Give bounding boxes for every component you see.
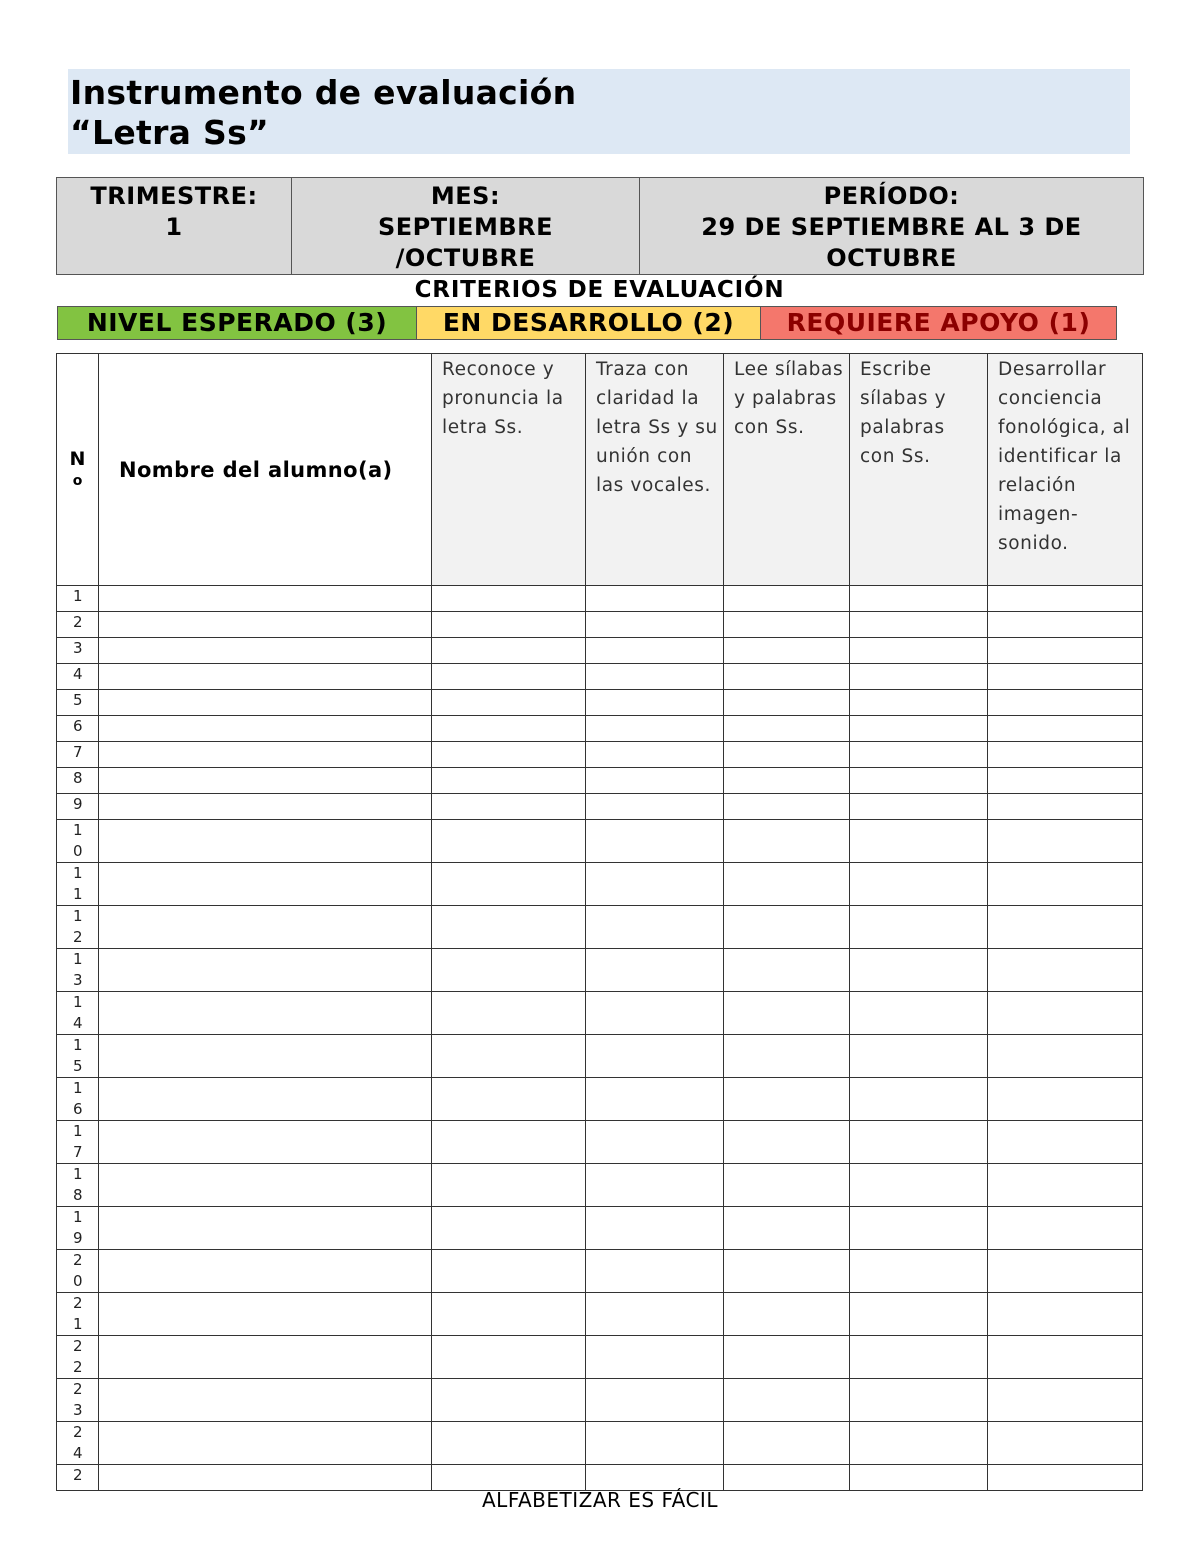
- score-cell[interactable]: [432, 664, 586, 690]
- criterion-header-2: Traza con claridad la letra Ss y su unión con las vocales.: [586, 354, 724, 586]
- student-name-cell[interactable]: [99, 716, 432, 742]
- student-name-cell[interactable]: [99, 612, 432, 638]
- student-name-cell[interactable]: [99, 1336, 432, 1379]
- row-number: 1 3: [57, 949, 99, 992]
- score-cell[interactable]: [586, 1164, 724, 1207]
- score-cell[interactable]: [586, 1250, 724, 1293]
- trimestre-cell: [57, 178, 292, 275]
- score-cell[interactable]: [432, 768, 586, 794]
- score-cell[interactable]: [724, 1121, 850, 1164]
- table-row: [57, 664, 1143, 690]
- row-number: 2 2: [57, 1336, 99, 1379]
- score-cell[interactable]: [724, 1035, 850, 1078]
- score-cell[interactable]: [586, 742, 724, 768]
- row-number: 1 9: [57, 1207, 99, 1250]
- periodo-label: PERÍODO:: [823, 182, 960, 210]
- score-cell[interactable]: [988, 1250, 1143, 1293]
- student-name-cell[interactable]: [99, 863, 432, 906]
- table-row: [57, 586, 1143, 612]
- score-cell[interactable]: [432, 1164, 586, 1207]
- score-cell[interactable]: [988, 820, 1143, 863]
- score-cell[interactable]: [432, 949, 586, 992]
- score-cell[interactable]: [432, 1207, 586, 1250]
- score-cell[interactable]: [586, 1121, 724, 1164]
- row-number: 3: [57, 638, 99, 664]
- score-cell[interactable]: [850, 1164, 988, 1207]
- score-cell[interactable]: [988, 863, 1143, 906]
- score-cell[interactable]: [850, 612, 988, 638]
- table-row: [57, 742, 1143, 768]
- score-cell[interactable]: [586, 906, 724, 949]
- number-header: [57, 354, 99, 586]
- student-name-cell[interactable]: [99, 1250, 432, 1293]
- score-cell[interactable]: [586, 1293, 724, 1336]
- score-cell[interactable]: [432, 1422, 586, 1465]
- score-cell[interactable]: [988, 1164, 1143, 1207]
- score-cell[interactable]: [850, 1293, 988, 1336]
- level-esperado: NIVEL ESPERADO (3): [58, 307, 417, 339]
- trimestre-value: 1: [165, 213, 183, 241]
- score-cell[interactable]: [586, 1078, 724, 1121]
- score-cell[interactable]: [850, 906, 988, 949]
- student-name-cell[interactable]: [99, 1379, 432, 1422]
- score-cell[interactable]: [850, 794, 988, 820]
- student-name-cell[interactable]: [99, 1035, 432, 1078]
- score-cell[interactable]: [586, 612, 724, 638]
- score-cell[interactable]: [586, 1379, 724, 1422]
- row-number: 1 5: [57, 1035, 99, 1078]
- score-cell[interactable]: [432, 586, 586, 612]
- table-row: [57, 1250, 1143, 1293]
- criterion-header-5: Desarrollar conciencia fonológica, al identificar la relación imagen-sonido.: [988, 354, 1143, 586]
- score-cell[interactable]: [432, 906, 586, 949]
- score-cell[interactable]: [850, 1078, 988, 1121]
- score-cell[interactable]: [850, 949, 988, 992]
- row-number: 2 0: [57, 1250, 99, 1293]
- score-cell[interactable]: [724, 1293, 850, 1336]
- table-row: [57, 1078, 1143, 1121]
- score-cell[interactable]: [724, 638, 850, 664]
- table-row: [57, 768, 1143, 794]
- score-cell[interactable]: [850, 742, 988, 768]
- row-number: 1 2: [57, 906, 99, 949]
- student-name-cell[interactable]: [99, 742, 432, 768]
- score-cell[interactable]: [586, 863, 724, 906]
- score-cell[interactable]: [586, 794, 724, 820]
- row-number: 1 8: [57, 1164, 99, 1207]
- criterion-header-3: Lee sílabas y palabras con Ss.: [724, 354, 850, 586]
- score-cell[interactable]: [586, 949, 724, 992]
- score-cell[interactable]: [432, 690, 586, 716]
- score-cell[interactable]: [586, 768, 724, 794]
- score-cell[interactable]: [988, 992, 1143, 1035]
- score-cell[interactable]: [850, 992, 988, 1035]
- score-cell[interactable]: [586, 664, 724, 690]
- row-number: 1: [57, 586, 99, 612]
- table-row: [57, 1207, 1143, 1250]
- header-info-table: [56, 177, 1144, 275]
- score-cell[interactable]: [724, 1250, 850, 1293]
- row-number: 2 1: [57, 1293, 99, 1336]
- title-box: [68, 69, 1130, 154]
- score-cell[interactable]: [724, 768, 850, 794]
- score-cell[interactable]: [586, 1207, 724, 1250]
- score-cell[interactable]: [850, 638, 988, 664]
- score-cell[interactable]: [432, 863, 586, 906]
- periodo-value-2: OCTUBRE: [826, 244, 957, 272]
- level-en-desarrollo: EN DESARROLLO (2): [417, 307, 761, 339]
- row-number: 2: [57, 1465, 99, 1491]
- table-row: [57, 1422, 1143, 1465]
- mes-value-2: /OCTUBRE: [395, 244, 536, 272]
- score-cell[interactable]: [988, 664, 1143, 690]
- table-row: [57, 1379, 1143, 1422]
- periodo-cell: [640, 178, 1144, 275]
- table-row: [57, 716, 1143, 742]
- row-number: 1 1: [57, 863, 99, 906]
- level-requiere-apoyo: REQUIERE APOYO (1): [761, 307, 1116, 339]
- score-cell[interactable]: [586, 1336, 724, 1379]
- score-cell[interactable]: [724, 1379, 850, 1422]
- mes-value-1: SEPTIEMBRE: [377, 213, 553, 241]
- student-name-cell[interactable]: [99, 794, 432, 820]
- criterion-header-1: Reconoce y pronuncia la letra Ss.: [432, 354, 586, 586]
- table-row: [57, 906, 1143, 949]
- table-row: [57, 863, 1143, 906]
- score-cell[interactable]: [850, 1336, 988, 1379]
- score-cell[interactable]: [724, 1164, 850, 1207]
- score-cell[interactable]: [724, 612, 850, 638]
- score-cell[interactable]: [988, 1336, 1143, 1379]
- score-cell[interactable]: [988, 1121, 1143, 1164]
- row-number: 2 3: [57, 1379, 99, 1422]
- score-cell[interactable]: [586, 992, 724, 1035]
- table-row: [57, 949, 1143, 992]
- row-number: 5: [57, 690, 99, 716]
- score-cell[interactable]: [432, 794, 586, 820]
- table-row: [57, 1121, 1143, 1164]
- score-cell[interactable]: [586, 820, 724, 863]
- student-name-cell[interactable]: [99, 949, 432, 992]
- score-cell[interactable]: [850, 1207, 988, 1250]
- criterios-title: CRITERIOS DE EVALUACIÓN: [414, 277, 785, 303]
- student-name-cell[interactable]: [99, 1078, 432, 1121]
- score-cell[interactable]: [432, 1336, 586, 1379]
- score-cell[interactable]: [724, 863, 850, 906]
- score-cell[interactable]: [432, 716, 586, 742]
- table-row: [57, 638, 1143, 664]
- student-name-cell[interactable]: [99, 586, 432, 612]
- footer-text: ALFABETIZAR ES FÁCIL: [482, 1488, 718, 1512]
- row-number: 2: [57, 612, 99, 638]
- score-cell[interactable]: [988, 1078, 1143, 1121]
- score-cell[interactable]: [724, 742, 850, 768]
- table-row: [57, 1035, 1143, 1078]
- score-cell[interactable]: [724, 949, 850, 992]
- score-cell[interactable]: [724, 794, 850, 820]
- score-cell[interactable]: [850, 664, 988, 690]
- score-cell[interactable]: [850, 768, 988, 794]
- score-cell[interactable]: [432, 742, 586, 768]
- score-cell[interactable]: [988, 1035, 1143, 1078]
- score-cell[interactable]: [988, 586, 1143, 612]
- student-name-cell[interactable]: [99, 1422, 432, 1465]
- score-cell[interactable]: [586, 1035, 724, 1078]
- mes-cell: [292, 178, 640, 275]
- row-number: 4: [57, 664, 99, 690]
- score-cell[interactable]: [586, 638, 724, 664]
- score-cell[interactable]: [432, 1250, 586, 1293]
- score-cell[interactable]: [988, 949, 1143, 992]
- table-row: [57, 992, 1143, 1035]
- row-number: 7: [57, 742, 99, 768]
- score-cell[interactable]: [988, 1293, 1143, 1336]
- score-cell[interactable]: [724, 906, 850, 949]
- score-cell[interactable]: [988, 638, 1143, 664]
- score-cell[interactable]: [850, 586, 988, 612]
- score-cell[interactable]: [724, 1078, 850, 1121]
- score-cell[interactable]: [988, 768, 1143, 794]
- score-cell[interactable]: [850, 1121, 988, 1164]
- score-cell[interactable]: [724, 690, 850, 716]
- score-cell[interactable]: [724, 820, 850, 863]
- score-cell[interactable]: [988, 1379, 1143, 1422]
- document-subtitle: “Letra Ss”: [70, 113, 270, 152]
- score-cell[interactable]: [586, 586, 724, 612]
- periodo-value-1: 29 DE SEPTIEMBRE AL 3 DE: [701, 213, 1082, 241]
- score-cell[interactable]: [586, 690, 724, 716]
- row-number: 6: [57, 716, 99, 742]
- score-cell[interactable]: [988, 1422, 1143, 1465]
- score-cell[interactable]: [850, 820, 988, 863]
- evaluation-table: [56, 353, 1143, 1491]
- score-cell[interactable]: [724, 716, 850, 742]
- score-cell[interactable]: [432, 992, 586, 1035]
- score-cell[interactable]: [988, 690, 1143, 716]
- score-cell[interactable]: [724, 586, 850, 612]
- student-name-cell[interactable]: [99, 1293, 432, 1336]
- table-row: [57, 612, 1143, 638]
- student-name-cell[interactable]: [99, 638, 432, 664]
- score-cell[interactable]: [724, 1207, 850, 1250]
- score-cell[interactable]: [432, 1379, 586, 1422]
- document-title: Instrumento de evaluación: [70, 73, 577, 112]
- score-cell[interactable]: [988, 906, 1143, 949]
- table-row: [57, 1336, 1143, 1379]
- score-cell[interactable]: [432, 1121, 586, 1164]
- score-cell[interactable]: [988, 612, 1143, 638]
- row-number: 1 4: [57, 992, 99, 1035]
- score-cell[interactable]: [586, 716, 724, 742]
- score-cell[interactable]: [724, 1336, 850, 1379]
- score-cell[interactable]: [850, 1035, 988, 1078]
- row-number: 2 4: [57, 1422, 99, 1465]
- score-cell[interactable]: [432, 638, 586, 664]
- criterion-header-4: Escribe sílabas y palabras con Ss.: [850, 354, 988, 586]
- row-number: 1 6: [57, 1078, 99, 1121]
- table-row: [57, 690, 1143, 716]
- score-cell[interactable]: [432, 612, 586, 638]
- student-rows: [57, 586, 1143, 1491]
- student-name-cell[interactable]: [99, 992, 432, 1035]
- levels-legend: [57, 306, 1117, 340]
- score-cell[interactable]: [988, 716, 1143, 742]
- score-cell[interactable]: [724, 664, 850, 690]
- mes-label: MES:: [430, 182, 501, 210]
- score-cell[interactable]: [850, 716, 988, 742]
- student-name-cell[interactable]: [99, 664, 432, 690]
- number-header-n: N: [69, 447, 86, 470]
- score-cell[interactable]: [432, 1293, 586, 1336]
- score-cell[interactable]: [850, 1379, 988, 1422]
- score-cell[interactable]: [850, 1250, 988, 1293]
- row-number: 8: [57, 768, 99, 794]
- student-name-cell[interactable]: [99, 1121, 432, 1164]
- score-cell[interactable]: [988, 794, 1143, 820]
- table-row: [57, 1164, 1143, 1207]
- score-cell[interactable]: [432, 1035, 586, 1078]
- score-cell[interactable]: [988, 1207, 1143, 1250]
- row-number: 9: [57, 794, 99, 820]
- table-row: [57, 1293, 1143, 1336]
- student-name-cell[interactable]: [99, 690, 432, 716]
- score-cell[interactable]: [586, 1422, 724, 1465]
- score-cell[interactable]: [724, 992, 850, 1035]
- student-name-cell[interactable]: [99, 820, 432, 863]
- trimestre-label: TRIMESTRE:: [90, 182, 258, 210]
- score-cell[interactable]: [432, 1078, 586, 1121]
- score-cell[interactable]: [850, 690, 988, 716]
- student-name-cell[interactable]: [99, 1207, 432, 1250]
- student-name-cell[interactable]: [99, 906, 432, 949]
- score-cell[interactable]: [432, 820, 586, 863]
- score-cell[interactable]: [850, 863, 988, 906]
- student-name-header: Nombre del alumno(a): [99, 354, 432, 586]
- row-number: 1 0: [57, 820, 99, 863]
- student-name-cell[interactable]: [99, 768, 432, 794]
- score-cell[interactable]: [988, 742, 1143, 768]
- table-row: [57, 820, 1143, 863]
- score-cell[interactable]: [724, 1422, 850, 1465]
- row-number: 1 7: [57, 1121, 99, 1164]
- student-name-cell[interactable]: [99, 1164, 432, 1207]
- score-cell[interactable]: [850, 1422, 988, 1465]
- number-header-o: o: [72, 472, 83, 489]
- table-row: [57, 794, 1143, 820]
